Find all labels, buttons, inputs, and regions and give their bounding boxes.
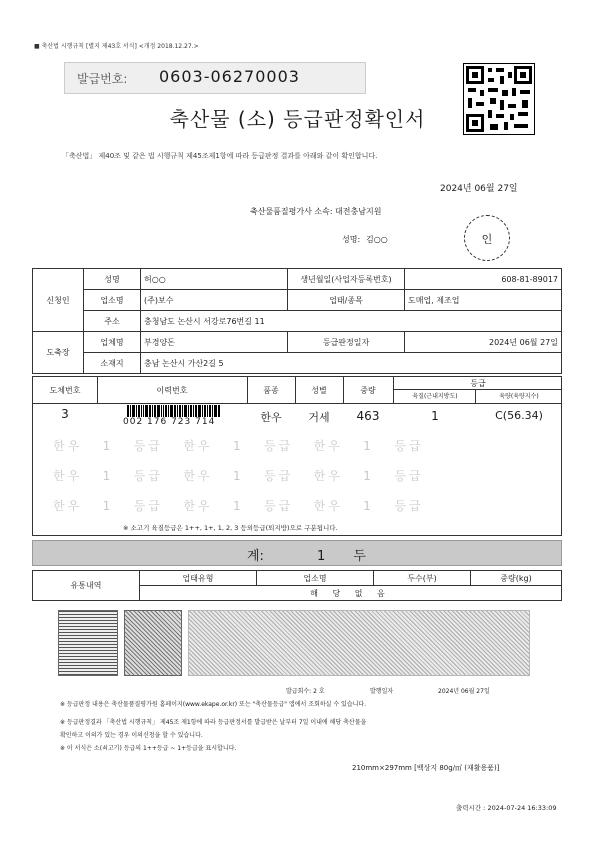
header-grade: 등급	[470, 379, 486, 388]
applicant-company-label: 업소명	[84, 290, 141, 311]
header-carcass-no: 도체번호	[49, 386, 81, 395]
watermark-row-3: 한우 1 등급 한우 1 등급 한우 1 등급	[53, 499, 424, 513]
footer-note-3: 확인하고 이의가 있는 경우 이의신청을 할 수 있습니다.	[60, 732, 203, 739]
slaughterhouse-row-label: 도축장	[33, 332, 84, 374]
header-grade-meat: 육질(근내지방도)	[412, 393, 458, 400]
row-carcass-no: 3	[61, 407, 69, 421]
row-sex: 거세	[308, 411, 330, 424]
grading-header-row	[33, 377, 561, 404]
official-seal	[464, 215, 510, 261]
applicant-type: 도매업, 제조업	[405, 290, 562, 311]
applicant-address-label: 주소	[84, 311, 141, 332]
issue-count: 발급회수: 2 호	[286, 688, 325, 695]
security-pattern-right	[188, 610, 530, 676]
row-breed: 한우	[260, 411, 282, 424]
slaughterhouse-company-label: 업체명	[84, 332, 141, 353]
watermark-row-1: 한우 1 등급 한우 1 등급 한우 1 등급	[53, 439, 424, 453]
distribution-col-weight: 중량(kg)	[471, 571, 562, 586]
grading-date-label: 등급판정일자	[288, 332, 405, 353]
distribution-table	[32, 570, 562, 601]
print-time: 출력시간 : 2024-07-24 16:33:09	[456, 804, 557, 812]
applicant-name: 허○○	[141, 269, 288, 290]
footer-note-1: ※ 등급판정 내용은 축산물품질평가원 홈페이지(www.ekape.or.kr) 또는 "축산물등급" 앱에서 조회하실 수 있습니다.	[60, 701, 367, 708]
total-label: 계:	[247, 549, 264, 564]
grading-footnote: ※ 소고기 육질등급은 1++, 1+, 1, 2, 3 등외등급(퇴지방)으로 구분됩니다.	[123, 524, 338, 532]
watermark-row-2: 한우 1 등급 한우 1 등급 한우 1 등급	[53, 469, 424, 483]
judge-organization: 축산물품질평가사 소속: 대전충남지원	[250, 207, 382, 216]
footer-issue-date: 2024년 06월 27일	[438, 688, 490, 695]
official-seal-text: 인	[481, 233, 493, 246]
document-title: 축산물 (소) 등급판정확인서	[169, 107, 426, 131]
distribution-col-head: 두수(부)	[374, 571, 471, 586]
row-weight: 463	[356, 409, 380, 423]
total-bar	[32, 540, 562, 566]
slaughterhouse-address-label: 소재지	[84, 353, 141, 374]
security-pattern-left	[58, 610, 118, 676]
header-weight: 중량	[360, 386, 376, 395]
grading-table	[32, 376, 562, 536]
applicant-address: 충청남도 논산시 서강로76번길 11	[141, 311, 562, 332]
issue-date: 2024년 06월 27일	[440, 184, 518, 194]
footer-note-2: ※ 등급판정결과 「축산법 시행규칙」 제45조 제1항에 따라 등급판정서를 발급받은 날부터 7일 이내에 해당 축산물을	[60, 719, 367, 726]
footer-issue-date-label: 발행일자	[370, 688, 394, 695]
applicant-row-label: 신청인	[33, 269, 84, 332]
applicant-table	[32, 268, 562, 374]
judge-name: 김○○	[366, 235, 388, 244]
applicant-type-label: 업태/종목	[288, 290, 405, 311]
header-breed: 품종	[263, 386, 279, 395]
row-grade-yield: C(56.34)	[495, 409, 543, 422]
applicant-name-label: 성명	[84, 269, 141, 290]
regulation-note: ■ 축산법 시행규칙 [별지 제43호 서식] <개정 2018.12.27.>	[34, 43, 199, 50]
issue-number-box	[64, 62, 366, 94]
slaughterhouse-company: 부경양돈	[141, 332, 288, 353]
row-grade-meat: 1	[431, 409, 439, 423]
applicant-birth-label: 생년월일(사업자등록번호)	[288, 269, 405, 290]
row-trace-no: 002 176 723 714	[123, 417, 216, 427]
barcode	[127, 405, 237, 417]
header-grade-yield: 육량(육량지수)	[499, 393, 539, 400]
applicant-birth: 608-81-89017	[405, 269, 562, 290]
distribution-col-business-name: 업소명	[257, 571, 374, 586]
intro-text: 「축산법」 제40조 및 같은 법 시행규칙 제45조제1항에 따라 등급판정 결과를 아래와 같이 확인합니다.	[62, 152, 378, 160]
judge-name-label: 성명:	[342, 235, 361, 244]
distribution-col-business-type: 업태유형	[140, 571, 257, 586]
header-trace-no: 이력번호	[156, 386, 188, 395]
security-pattern-middle	[124, 610, 182, 676]
total-value: 1 두	[317, 549, 378, 564]
grading-row	[33, 403, 561, 431]
footer-note-4: ※ 이 서식은 소(쇠고기) 등급의 1++등급 ~ 1+등급을 표시합니다.	[60, 745, 237, 752]
paper-size-note: 210mm×297mm [백상지 80g/㎡ (재활용품)]	[352, 764, 500, 772]
slaughterhouse-address: 충남 논산시 가산2길 5	[141, 353, 562, 374]
applicant-company: (주)보수	[141, 290, 288, 311]
grading-date: 2024년 06월 27일	[405, 332, 562, 353]
distribution-none: 해 당 없 음	[140, 586, 562, 601]
distribution-row-label: 유통내역	[33, 571, 140, 601]
header-sex: 성별	[311, 386, 327, 395]
issue-number-label: 발급번호:	[77, 72, 128, 86]
issue-number: 0603-06270003	[159, 67, 300, 86]
